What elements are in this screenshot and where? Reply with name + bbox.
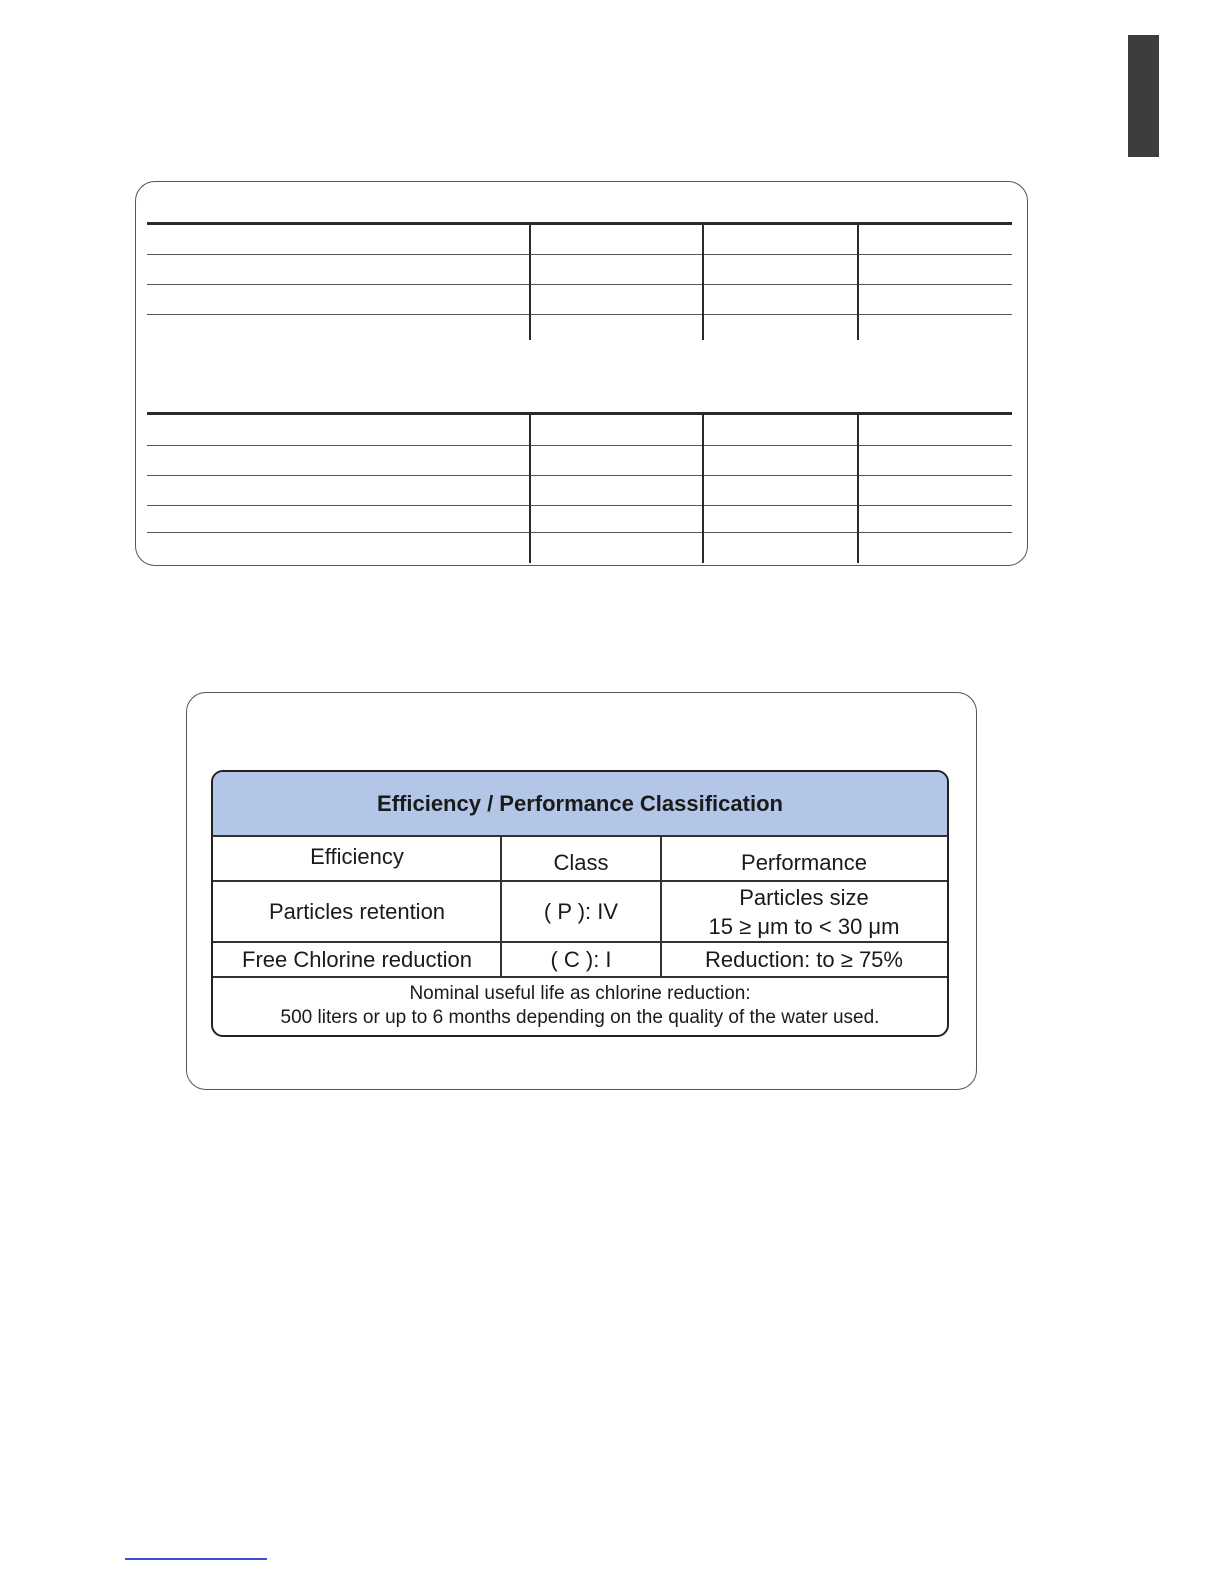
- row-particles-class: ( P ): IV: [543, 899, 619, 924]
- section-tab-marker: [1128, 35, 1159, 157]
- table2-top-rule: [147, 412, 1012, 415]
- performance-line: Particles size: [739, 884, 869, 910]
- row-particles-performance: [661, 882, 947, 941]
- table2-col-divider: [857, 414, 859, 563]
- table1-col-divider: [529, 224, 531, 340]
- column-header-class: Class: [553, 849, 609, 875]
- row-chlorine-performance: Reduction: to ≥ 75%: [705, 946, 903, 972]
- table2-col-divider: [702, 414, 704, 563]
- row-particles-efficiency: Particles retention: [268, 899, 446, 924]
- specs-panel: [135, 181, 1028, 566]
- footnote-rule: [125, 1558, 267, 1560]
- performance-line: 15 ≥ μm to < 30 μm: [708, 913, 900, 939]
- table1-row-rule: [147, 314, 1012, 315]
- table1-top-rule: [147, 222, 1012, 225]
- table1-row-rule: [147, 284, 1012, 285]
- table2-row-rule: [147, 475, 1012, 476]
- footer-line: Nominal useful life as chlorine reduction:: [409, 983, 751, 1004]
- table1-row-rule: [147, 254, 1012, 255]
- table2-col-divider: [529, 414, 531, 563]
- table2-row-rule: [147, 532, 1012, 533]
- row-chlorine-class: ( C ): I: [550, 946, 612, 972]
- column-header-performance: Performance: [741, 849, 867, 875]
- classification-table: [211, 770, 949, 1037]
- table-footer-note: [213, 977, 947, 1035]
- table1-col-divider: [702, 224, 704, 340]
- table2-row-rule: [147, 505, 1012, 506]
- table2-row-rule: [147, 445, 1012, 446]
- table1-col-divider: [857, 224, 859, 340]
- row-chlorine-efficiency: Free Chlorine reduction: [242, 946, 472, 972]
- footer-line: 500 liters or up to 6 months depending on the quality of the water used.: [280, 1007, 880, 1028]
- table-title: Efficiency / Performance Classification: [213, 772, 947, 835]
- column-header-efficiency: Efficiency: [310, 844, 404, 869]
